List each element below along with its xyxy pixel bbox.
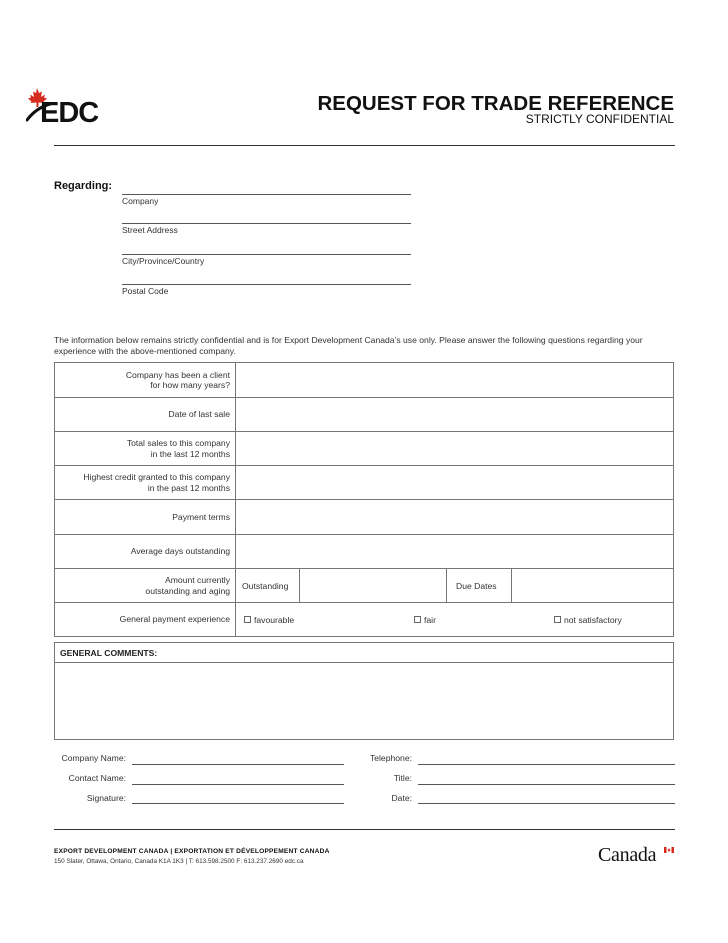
street-address-field-caption: Street Address [122,225,178,235]
signature-field[interactable] [132,803,344,804]
city-province-country-field-line[interactable] [122,254,411,255]
highest-credit-label: Highest credit granted to this company in the past 12 months [55,466,236,499]
payment-experience-label: General payment experience [55,603,236,636]
canada-wordmark-text: Canada [598,844,657,866]
table-row [55,466,673,500]
table-row [55,603,673,636]
general-comments-box [54,642,674,740]
postal-code-field-line[interactable] [122,284,411,285]
amount-outstanding-label: Amount currently outstanding and aging [55,569,236,602]
telephone-field[interactable] [418,764,675,765]
company-name-field[interactable] [132,764,344,765]
general-comments-field[interactable] [55,663,673,739]
footer-organization: EXPORT DEVELOPMENT CANADA | EXPORTATION ET DÉVELOPPEMENT CANADA [54,848,330,855]
title-label: Title: [393,773,412,783]
company-field-caption: Company [122,196,159,206]
intro-text: The information below remains strictly confidential and is for Export Development Canada’s use only. Please answer the following questions regarding your experience with the above-mentioned company. [54,335,643,356]
last-sale-date-field[interactable] [236,398,673,431]
company-name-label: Company Name: [61,753,126,763]
general-comments-heading: GENERAL COMMENTS: [55,643,673,663]
payment-terms-label: Payment terms [55,500,236,534]
checkbox-icon[interactable] [554,616,561,623]
payment-terms-field[interactable] [236,500,673,534]
outstanding-label: Outstanding [236,569,300,602]
favourable-option[interactable] [244,603,294,636]
postal-code-field-caption: Postal Code [122,286,169,296]
fair-option-label: fair [424,614,436,625]
checkbox-icon[interactable] [414,616,421,623]
table-row [55,569,673,603]
fair-option[interactable] [414,603,436,636]
due-dates-label: Due Dates [447,569,512,602]
checkbox-icon[interactable] [244,616,251,623]
table-row [55,398,673,432]
company-field-line[interactable] [122,194,411,195]
client-years-label: Company has been a client for how many years? [55,363,236,397]
not-satisfactory-option[interactable] [554,603,622,636]
table-row [55,363,673,398]
table-row [55,500,673,535]
total-sales-field[interactable] [236,432,673,465]
trade-reference-table [54,362,674,637]
last-sale-date-label: Date of last sale [55,398,236,431]
not-satisfactory-option-label: not satisfactory [564,614,622,625]
date-label: Date: [391,793,412,803]
table-row [55,432,673,466]
street-address-field-line[interactable] [122,223,411,224]
due-dates-field[interactable] [512,569,673,602]
average-days-outstanding-label: Average days outstanding [55,535,236,568]
outstanding-amount-field[interactable] [300,569,447,602]
signature-label: Signature: [86,793,126,803]
footer-divider [54,829,675,830]
client-years-field[interactable] [236,363,673,397]
footer-address: 150 Slater, Ottawa, Ontario, Canada K1A 1K3 | T: 613.598.2500 F: 613.237.2690 edc.ca [54,858,304,865]
header-divider [54,145,675,146]
svg-text:EDC: EDC [40,97,99,126]
contact-name-label: Contact Name: [68,773,126,783]
date-field[interactable] [418,803,675,804]
edc-logo [26,86,132,126]
title-field[interactable] [418,784,675,785]
telephone-label: Telephone: [369,753,412,763]
city-province-country-field-caption: City/Province/Country [122,256,205,266]
favourable-option-label: favourable [254,614,295,625]
highest-credit-field[interactable] [236,466,673,499]
total-sales-label: Total sales to this company in the last 12 months [55,432,236,465]
average-days-outstanding-field[interactable] [236,535,673,568]
contact-name-field[interactable] [132,784,344,785]
canada-wordmark [598,844,678,866]
table-row [55,535,673,569]
form-subtitle: STRICTLY CONFIDENTIAL [525,112,674,126]
form-title: REQUEST FOR TRADE REFERENCE [317,92,674,115]
regarding-label: Regarding: [54,180,113,192]
canada-flag-icon [664,847,674,853]
